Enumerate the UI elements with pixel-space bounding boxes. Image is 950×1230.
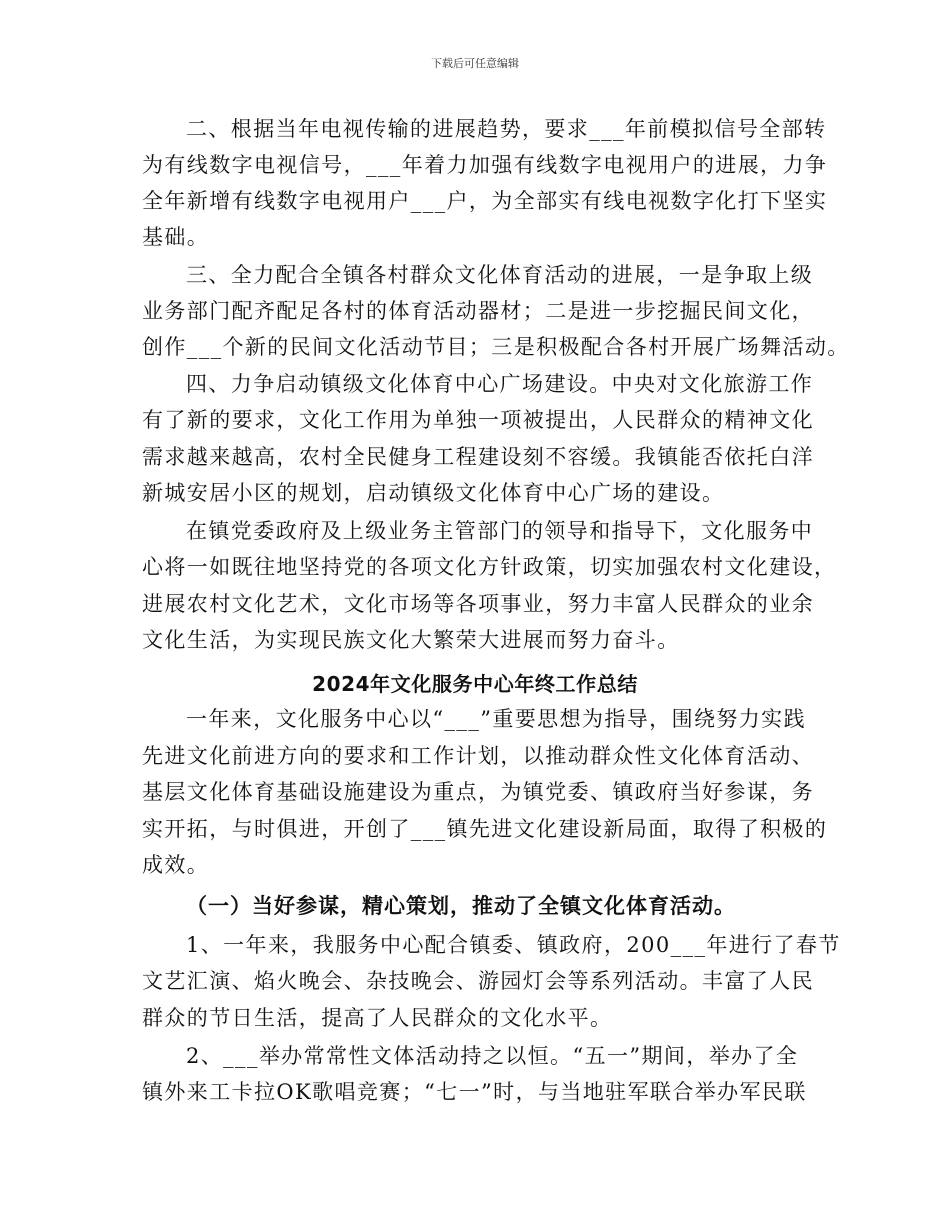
text-line: 1、一年来，我服务中心配合镇委、镇政府，200___年进行了春节 xyxy=(186,933,841,957)
text-line: 为有线数字电视信号，___年着力加强有线数字电视用户的进展，力争 xyxy=(142,153,828,177)
text-line: 创作___个新的民间文化活动节目；三是积极配合各村开展广场舞活动。 xyxy=(142,335,850,359)
section-title: 2024年文化服务中心年终工作总结 xyxy=(312,672,638,696)
page-header: 下载后可任意编辑 xyxy=(431,57,519,70)
text-line: 先进文化前进方向的要求和工作计划，以推动群众性文化体育活动、 xyxy=(142,744,814,768)
text-line: 文化生活，为实现民族文化大繁荣大进展而努力奋斗。 xyxy=(142,628,680,652)
text-line: 成效。 xyxy=(142,853,210,877)
text-line: 镇外来工卡拉OK歌唱竞赛；“七一”时，与当地驻军联合举办军民联 xyxy=(142,1080,807,1104)
text-line: 在镇党委政府及上级业务主管部门的领导和指导下，文化服务中 xyxy=(186,519,814,543)
text-line: 基础。 xyxy=(142,225,210,249)
text-line: 群众的节日生活，提高了人民群众的文化水平。 xyxy=(142,1006,613,1030)
text-line: 进展农村文化艺术，文化市场等各项事业，努力丰富人民群众的业余 xyxy=(142,592,814,616)
text-line: 实开拓，与时俱进，开创了___镇先进文化建设新局面，取得了积极的 xyxy=(142,817,828,841)
text-line: 一年来，文化服务中心以“___”重要思想为指导，围绕努力实践 xyxy=(186,707,806,731)
text-line: 业务部门配齐配足各村的体育活动器材；二是进一步挖掘民间文化， xyxy=(142,299,814,323)
text-line: 二、根据当年电视传输的进展趋势，要求___年前模拟信号全部转 xyxy=(186,117,827,141)
text-line: 新城安居小区的规划，启动镇级文化体育中心广场的建设。 xyxy=(142,481,725,505)
text-line: 需求越来越高，农村全民健身工程建设刻不容缓。我镇能否依托白洋 xyxy=(142,445,814,469)
text-line: 三、全力配合全镇各村群众文化体育活动的进展，一是争取上级 xyxy=(186,263,814,287)
text-line: 有了新的要求，文化工作用为单独一项被提出，人民群众的精神文化 xyxy=(142,408,814,432)
text-line: 基层文化体育基础设施建设为重点，为镇党委、镇政府当好参谋，务 xyxy=(142,780,814,804)
text-line: 2、___举办常常性文体活动持之以恒。“五一”期间，举办了全 xyxy=(186,1044,799,1068)
text-line: 文艺汇演、焰火晚会、杂技晚会、游园灯会等系列活动。丰富了人民 xyxy=(142,969,814,993)
subsection-heading: （一）当好参谋，精心策划，推动了全镇文化体育活动。 xyxy=(186,894,736,918)
text-line: 四、力争启动镇级文化体育中心广场建设。中央对文化旅游工作 xyxy=(186,372,814,396)
text-line: 心将一如既往地坚持党的各项文化方针政策，切实加强农村文化建设， xyxy=(142,555,837,579)
text-line: 全年新增有线数字电视用户___户，为全部实有线电视数字化打下坚实 xyxy=(142,189,828,213)
